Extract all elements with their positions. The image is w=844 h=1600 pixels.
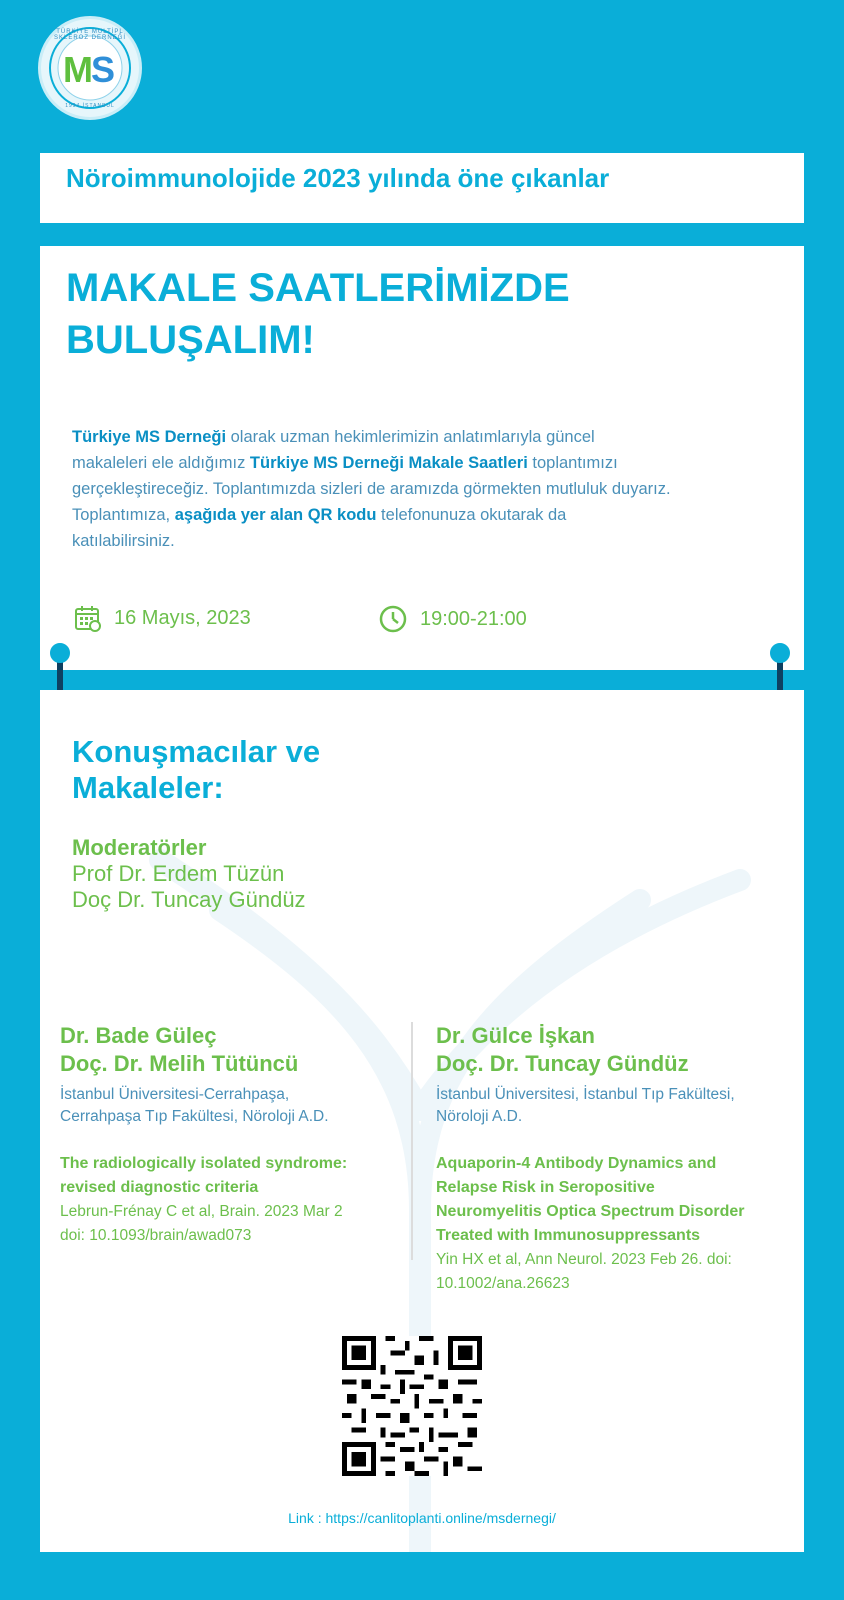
speaker-left-title-2: revised diagnostic criteria — [60, 1179, 259, 1196]
event-date-text: 16 Mayıs, 2023 — [114, 606, 251, 629]
speaker-right-title-2: Relapse Risk in Seropositive — [436, 1179, 655, 1196]
event-date — [74, 604, 251, 632]
intro-bold-3: aşağıda yer alan QR kodu — [174, 506, 377, 524]
qr-code-icon[interactable] — [342, 1336, 482, 1476]
right-top-dot — [770, 643, 790, 663]
intro-card — [40, 246, 804, 670]
moderators — [72, 835, 306, 913]
speaker-right-name-1: Dr. Gülce İşkan — [436, 1023, 595, 1048]
intro-bold-2: Türkiye MS Derneği Makale Saatleri — [249, 454, 528, 472]
speakers-section-title — [72, 734, 320, 806]
logo — [38, 16, 142, 120]
speaker-right-ref-2: 10.1002/ana.26623 — [436, 1275, 570, 1292]
speaker-left — [60, 1022, 400, 1248]
speaker-left-name-2: Doç. Dr. Melih Tütüncü — [60, 1051, 299, 1076]
meeting-link[interactable]: https://canlitoplanti.online/msdernegi/ — [325, 1510, 556, 1526]
clock-icon — [378, 604, 408, 634]
speaker-left-article-title — [60, 1152, 400, 1200]
logo-ring-text: TÜRKİYE MULTİPL SKLEROZ DERNEĞİ — [53, 29, 126, 41]
speaker-right-title-3: Neuromyelitis Optica Spectrum Disorder — [436, 1203, 745, 1220]
speaker-right-ref-1: Yin HX et al, Ann Neurol. 2023 Feb 26. doi: — [436, 1251, 732, 1268]
speaker-right-article-title — [436, 1152, 786, 1248]
speaker-left-reference — [60, 1200, 400, 1248]
page-title: MAKALE SAATLERİMİZDE BULUŞALIM! — [66, 266, 570, 362]
left-top-dot — [50, 643, 70, 663]
speaker-left-ref-2: doi: 10.1093/brain/awad073 — [60, 1227, 252, 1244]
header-card — [40, 153, 804, 223]
speaker-divider — [411, 1022, 413, 1260]
event-time — [378, 604, 527, 634]
speaker-right — [436, 1022, 786, 1296]
speaker-right-aff-1: İstanbul Üniversitesi, İstanbul Tıp Fakültesi, — [436, 1086, 735, 1103]
moderator-2: Doç Dr. Tuncay Gündüz — [72, 887, 306, 912]
speaker-right-title-1: Aquaporin-4 Antibody Dynamics and — [436, 1155, 717, 1172]
intro-paragraph — [72, 424, 672, 554]
speaker-right-title-4: Treated with Immunosuppressants — [436, 1227, 701, 1244]
header-title: Nöroimmunolojide 2023 yılında öne çıkanlar — [66, 163, 610, 193]
speaker-right-reference — [436, 1248, 786, 1296]
intro-text-1: olarak uzman hekimlerimizin anlatımlarıyla güncel makaleleri ele aldığımız — [72, 428, 595, 472]
calendar-icon — [74, 604, 102, 632]
logo-letters: MS — [63, 49, 114, 90]
moderators-label: Moderatörler — [72, 835, 207, 860]
moderator-1: Prof Dr. Erdem Tüzün — [72, 861, 285, 886]
speaker-left-aff-1: İstanbul Üniversitesi-Cerrahpaşa, — [60, 1086, 290, 1103]
intro-text-3: telefonunuza okutarak da katılabilirsiniz. — [72, 506, 567, 550]
speaker-left-name-1: Dr. Bade Güleç — [60, 1023, 217, 1048]
speakers-card — [40, 690, 804, 1552]
event-time-text: 19:00-21:00 — [420, 607, 527, 630]
speaker-right-name-2: Doç. Dr. Tuncay Gündüz — [436, 1051, 689, 1076]
logo-ring-bottom: 1994 İSTANBUL — [65, 103, 115, 109]
meeting-link-row — [40, 1510, 804, 1526]
speaker-right-aff-2: Nöroloji A.D. — [436, 1108, 523, 1125]
intro-text-2: toplantımızı gerçekleştireceğiz. Toplantımızda sizleri de aramızda görmekten mutluluk duyarız. Toplantımıza, — [72, 454, 671, 524]
intro-bold-1: Türkiye MS Derneği — [72, 428, 227, 446]
speakers-title-line1: Konuşmacılar ve — [72, 734, 321, 769]
speaker-right-affiliation — [436, 1084, 786, 1128]
speaker-left-affiliation — [60, 1084, 400, 1128]
speakers-title-line2: Makaleler: — [72, 770, 224, 805]
speaker-left-ref-1: Lebrun-Frénay C et al, Brain. 2023 Mar 2 — [60, 1203, 343, 1220]
speaker-left-title-1: The radiologically isolated syndrome: — [60, 1155, 348, 1172]
link-label: Link : — [288, 1510, 322, 1526]
speaker-left-aff-2: Cerrahpaşa Tıp Fakültesi, Nöroloji A.D. — [60, 1108, 329, 1125]
